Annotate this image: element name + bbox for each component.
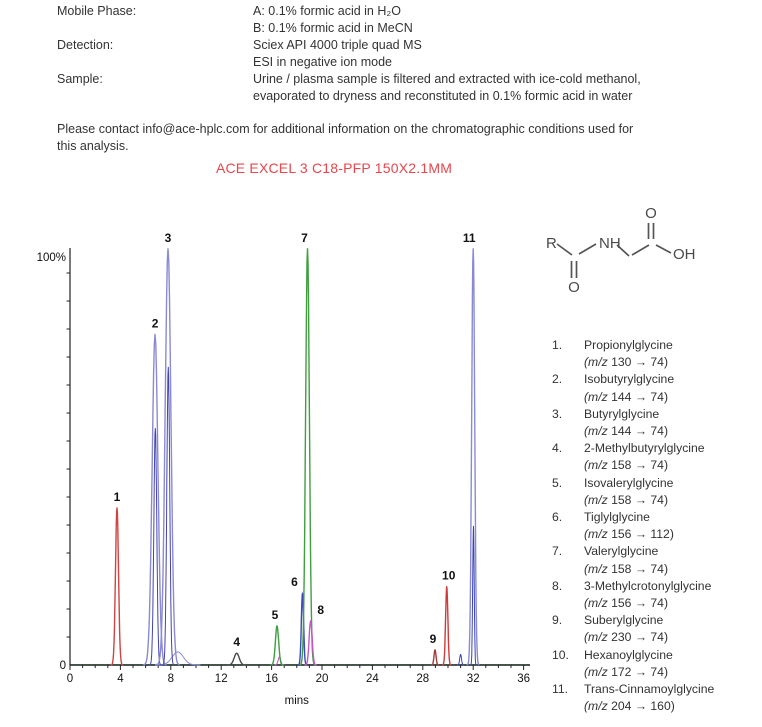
svg-text:0: 0 [59, 660, 66, 672]
compound-name: Propionylglycine [584, 338, 673, 352]
compound-number: 9. [552, 613, 563, 628]
compound-item [552, 543, 758, 577]
compound-name: Butyrylglycine [584, 406, 660, 421]
compound-item [552, 681, 758, 715]
compound-transition: (m/z 172 → 74) [584, 664, 669, 679]
compound-item [552, 578, 758, 612]
compound-transition: (m/z 156 → 112) [584, 527, 674, 542]
contact-note-line: Please contact info@ace-hplc.com for additional information on the chromatographic conditions used for [57, 122, 634, 136]
svg-text:1: 1 [113, 489, 121, 504]
svg-text:mins: mins [284, 695, 309, 707]
condition-row-sample [57, 71, 737, 105]
svg-text:8: 8 [167, 673, 175, 685]
conditions-table [57, 3, 737, 105]
condition-row-detection [57, 37, 737, 71]
compound-name: Tiglylglycine [584, 510, 650, 525]
condition-values [253, 71, 641, 105]
compound-name: Trans-Cinnamoylglycine [584, 682, 715, 697]
compound-item [552, 612, 758, 646]
condition-value-line: ESI in negative ion mode [253, 55, 392, 69]
svg-text:100%: 100% [36, 252, 66, 264]
compound-transition: (m/z 130 → 74) [584, 355, 669, 370]
svg-text:4: 4 [117, 673, 124, 685]
nh-label: NH [599, 235, 621, 252]
compound-item [552, 509, 758, 543]
compound-name: 2-Methylbutyrylglycine [584, 441, 705, 456]
compound-name: Isovalerylglycine [584, 475, 674, 490]
contact-note [57, 121, 717, 155]
condition-value-line: A: 0.1% formic acid in H₂O [253, 4, 401, 18]
compound-body [584, 475, 673, 509]
svg-text:9: 9 [429, 631, 437, 646]
compound-body [584, 578, 711, 612]
svg-text:24: 24 [366, 673, 379, 685]
compound-name: Valerylglycine [584, 544, 659, 559]
svg-text:0: 0 [66, 673, 74, 685]
compound-item [552, 647, 758, 681]
svg-text:4: 4 [233, 635, 241, 650]
svg-text:36: 36 [517, 673, 530, 685]
svg-text:16: 16 [265, 673, 278, 685]
compound-number: 4. [552, 441, 563, 456]
compound-item [552, 337, 758, 371]
amide-oxygen-label: O [568, 279, 580, 296]
condition-label: Detection: [57, 38, 114, 52]
svg-text:12: 12 [214, 673, 228, 685]
compound-number: 1. [552, 338, 563, 352]
compound-number: 11. [552, 682, 569, 697]
condition-values [253, 37, 422, 71]
compound-number: 8. [552, 578, 563, 593]
compound-body [584, 337, 673, 371]
compound-body [584, 681, 714, 715]
compound-body [584, 406, 668, 440]
svg-text:6: 6 [291, 575, 298, 590]
condition-label: Mobile Phase: [57, 4, 137, 18]
svg-text:10: 10 [442, 568, 456, 583]
condition-value-line: evaporated to dryness and reconstituted in 0.1% formic acid in water [253, 89, 633, 103]
compound-body [584, 440, 705, 474]
chromatogram-chart [30, 208, 550, 713]
compound-item [552, 371, 758, 405]
oh-label: OH [673, 246, 696, 263]
compound-body [584, 509, 674, 543]
compound-body [584, 647, 673, 681]
condition-row-mobile-phase [57, 3, 737, 37]
svg-text:28: 28 [416, 673, 430, 685]
compound-transition: (m/z 144 → 74) [584, 424, 669, 439]
compound-item [552, 440, 758, 474]
compound-body [584, 371, 674, 405]
compound-item [552, 406, 758, 440]
compound-number: 5. [552, 475, 563, 490]
svg-text:2: 2 [151, 316, 159, 331]
svg-text:20: 20 [315, 673, 329, 685]
condition-value-line: B: 0.1% formic acid in MeCN [253, 21, 413, 35]
column-title: ACE EXCEL 3 C18-PFP 150X2.1MM [215, 160, 453, 176]
acid-oxygen-label: O [645, 205, 657, 222]
acylglycine-structure [538, 196, 738, 306]
compound-name: 3-Methylcrotonylglycine [584, 578, 712, 593]
svg-text:11: 11 [462, 230, 476, 245]
compound-list [552, 337, 758, 715]
compound-name: Suberylglycine [584, 613, 664, 628]
compound-body [584, 543, 668, 577]
compound-number: 10. [552, 647, 569, 662]
r-group-label: R [546, 235, 557, 252]
contact-note-line: this analysis. [57, 139, 129, 153]
svg-text:8: 8 [317, 602, 325, 617]
compound-transition: (m/z 144 → 74) [584, 389, 669, 404]
svg-text:3: 3 [164, 230, 172, 245]
condition-label: Sample: [57, 72, 103, 86]
compound-transition: (m/z 158 → 74) [584, 561, 669, 576]
compound-transition: (m/z 158 → 74) [584, 492, 669, 507]
condition-values [253, 3, 413, 37]
svg-text:7: 7 [301, 230, 308, 245]
compound-name: Isobutyrylglycine [584, 372, 675, 387]
compound-item [552, 475, 758, 509]
svg-text:5: 5 [271, 607, 279, 622]
compound-transition: (m/z 204 → 160) [584, 699, 675, 714]
compound-body [584, 612, 668, 646]
compound-transition: (m/z 156 → 74) [584, 596, 669, 611]
compound-transition: (m/z 230 → 74) [584, 630, 669, 645]
condition-value-line: Urine / plasma sample is filtered and extracted with ice-cold methanol, [253, 72, 641, 86]
compound-transition: (m/z 158 → 74) [584, 458, 669, 473]
compound-number: 3. [552, 406, 563, 421]
compound-name: Hexanoylglycine [584, 647, 673, 662]
compound-number: 7. [552, 544, 563, 559]
compound-number: 6. [552, 510, 563, 525]
compound-number: 2. [552, 372, 563, 387]
svg-text:32: 32 [466, 673, 480, 685]
condition-value-line: Sciex API 4000 triple quad MS [253, 38, 422, 52]
